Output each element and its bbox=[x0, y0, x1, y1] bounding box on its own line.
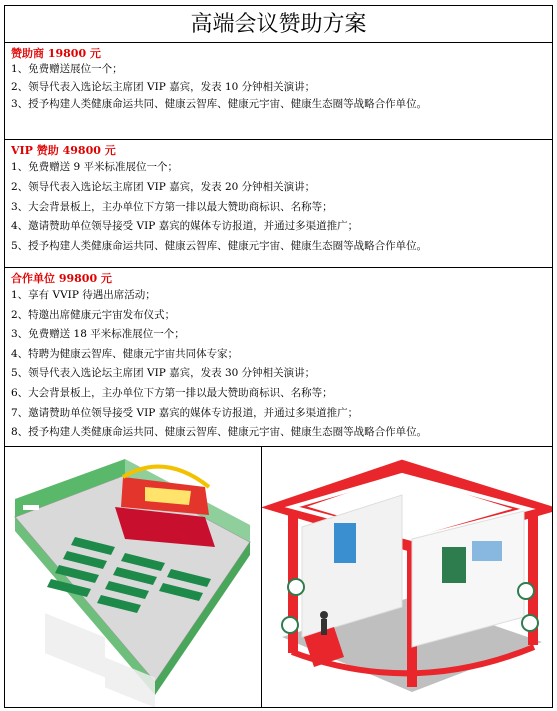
list-item: 3、免费赠送 18 平米标准展位一个； bbox=[11, 328, 185, 341]
list-item: 2、特邀出席健康元宇宙发布仪式； bbox=[11, 308, 176, 321]
list-item: 4、邀请赞助单位领导接受 VIP 嘉宾的媒体专访报道，并通过多渠道推广； bbox=[11, 220, 359, 233]
conference-hall-image bbox=[5, 447, 262, 707]
tier-title: 赞助商 19800 元 bbox=[11, 47, 101, 60]
list-item: 1、享有 VVIP 待遇出席活动； bbox=[11, 289, 156, 301]
page-title: 高端会议赞助方案 bbox=[5, 6, 552, 43]
tier-vip bbox=[5, 140, 552, 268]
sponsorship-sheet bbox=[4, 5, 553, 708]
list-item: 8、授予构建人类健康命运共同、健康云智库、健康元宇宙、健康生态圈等战略合作单位。 bbox=[11, 426, 428, 439]
list-item: 7、邀请赞助单位领导接受 VIP 嘉宾的媒体专访报道，并通过多渠道推广； bbox=[11, 406, 359, 419]
tier-partner bbox=[5, 268, 552, 447]
list-item: 3、大会背景板上，主办单位下方第一排以最大赞助商标识、名称等； bbox=[11, 200, 333, 213]
list-item: 1、免费赠送 9 平米标准展位一个； bbox=[11, 161, 179, 173]
tier-sponsor bbox=[5, 43, 552, 140]
tier-title: 合作单位 99800 元 bbox=[11, 272, 112, 285]
list-item: 2、领导代表入选论坛主席团 VIP 嘉宾，发表 20 分钟相关演讲； bbox=[11, 180, 316, 193]
list-item: 5、授予构建人类健康命运共同、健康云智库、健康元宇宙、健康生态圈等战略合作单位。 bbox=[11, 240, 428, 253]
list-item: 3、授予构建人类健康命运共同、健康云智库、健康元宇宙、健康生态圈等战略合作单位。 bbox=[11, 98, 428, 110]
tier-title: VIP 赞助 49800 元 bbox=[11, 144, 116, 157]
rendering-row bbox=[5, 447, 552, 707]
list-item: 4、特聘为健康云智库、健康元宇宙共同体专家； bbox=[11, 347, 239, 360]
list-item: 5、领导代表入选论坛主席团 VIP 嘉宾，发表 30 分钟相关演讲； bbox=[11, 367, 316, 380]
list-item: 6、大会背景板上，主办单位下方第一排以最大赞助商标识、名称等； bbox=[11, 386, 333, 399]
list-item: 1、免费赠送展位一个； bbox=[11, 63, 123, 75]
list-item: 2、领导代表入选论坛主席团 VIP 嘉宾，发表 10 分钟相关演讲； bbox=[11, 80, 316, 93]
exhibition-booth-image bbox=[262, 447, 552, 707]
